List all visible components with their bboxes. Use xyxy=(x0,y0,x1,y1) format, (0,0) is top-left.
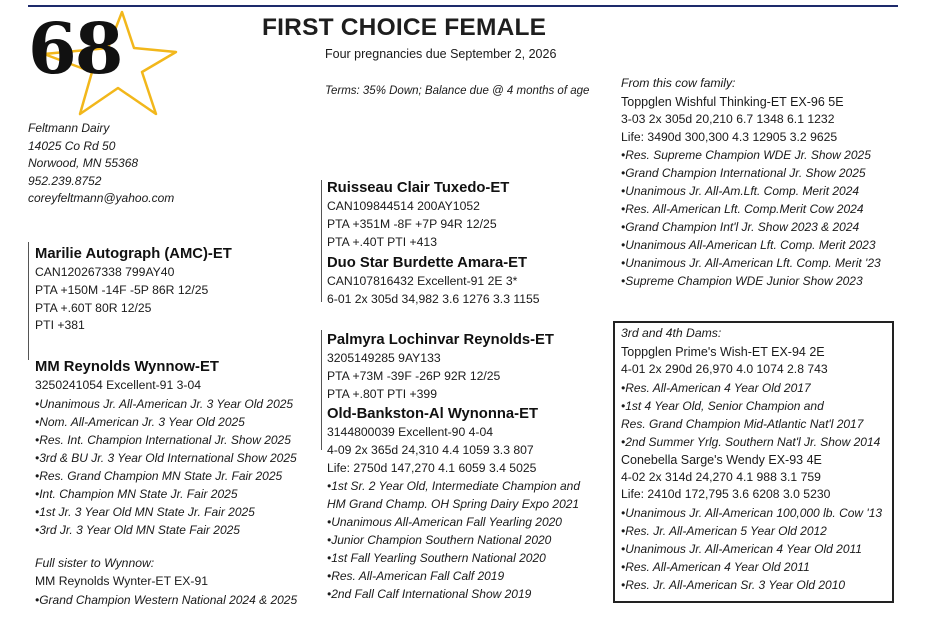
sire-line: PTI +381 xyxy=(35,318,85,333)
pgd-honor: •1st Sr. 2 Year Old, Intermediate Champion and xyxy=(327,479,581,494)
pgd-honor: •2nd Fall Calf International Show 2019 xyxy=(327,587,532,602)
dam-honor: •Int. Champion MN State Jr. Fair 2025 xyxy=(35,486,238,501)
fourth-dam-honor: •Unanimous Jr. All-American 100,000 lb. Cow '13 xyxy=(621,506,883,521)
dam-honor: •Nom. All-American Jr. 3 Year Old 2025 xyxy=(35,414,245,429)
third-dam-line: 4-01 2x 290d 26,970 4.0 1074 2.8 743 xyxy=(621,361,828,376)
pgs-block xyxy=(327,330,554,403)
pgd-honor: •1st Fall Yearling Southern National 2020 xyxy=(327,551,546,566)
dam-id-line: 3250241054 Excellent-91 3-04 xyxy=(35,378,202,392)
pedigree-bracket-pgs xyxy=(321,330,322,450)
pgs-name: Palmyra Lochinvar Reynolds-ET xyxy=(327,332,554,348)
fourth-dam-line: Life: 2410d 172,795 3.6 6208 3.0 5230 xyxy=(621,487,831,502)
dam-name: MM Reynolds Wynnow-ET xyxy=(35,359,219,375)
dam-honor: •Unanimous Jr. All-American Jr. 3 Year Old 2025 xyxy=(35,396,294,411)
sire-line: PTA +.60T 80R 12/25 xyxy=(35,300,152,315)
top-rule xyxy=(28,5,898,7)
fourth-dam-line: 4-02 2x 314d 24,270 4.1 988 3.1 759 xyxy=(621,469,821,484)
pgd-honor: •Unanimous All-American Fall Yearling 2020 xyxy=(327,515,562,530)
sister-block xyxy=(35,555,297,609)
mgd-line: CAN107816432 Excellent-91 2E 3* xyxy=(327,274,518,288)
family-label: From this cow family: xyxy=(621,76,736,90)
mgd-name: Duo Star Burdette Amara-ET xyxy=(327,255,528,271)
dam-honor: •3rd Jr. 3 Year Old MN State Fair 2025 xyxy=(35,522,240,537)
pgd-line: 4-09 2x 365d 24,310 4.4 1059 3.3 807 xyxy=(327,442,534,457)
consignor-address: 14025 Co Rd 50 xyxy=(28,138,116,153)
third-dam-honor: •1st 4 Year Old, Senior Champion and xyxy=(621,398,824,413)
cow-family-block xyxy=(621,75,881,290)
family-line: Life: 3490d 300,300 4.3 12905 3.2 9625 xyxy=(621,129,838,144)
mgs-block xyxy=(327,178,509,251)
dam-honor: •Res. Int. Champion International Jr. Show 2025 xyxy=(35,432,291,447)
pgd-line: Life: 2750d 147,270 4.1 6059 3.4 5025 xyxy=(327,460,537,475)
family-line: 3-03 2x 305d 20,210 6.7 1348 6.1 1232 xyxy=(621,111,835,126)
family-honor: •Res. Supreme Champion WDE Jr. Show 2025 xyxy=(621,148,871,163)
sister-honor: •Grand Champion Western National 2024 & 2025 xyxy=(35,592,298,607)
family-honor: •Supreme Champion WDE Junior Show 2023 xyxy=(621,274,863,289)
family-honor: •Unanimous All-American Lft. Comp. Merit 2023 xyxy=(621,238,876,253)
pgs-line: PTA +.80T PTI +399 xyxy=(327,386,437,401)
fourth-dam-honor: •Unanimous Jr. All-American 4 Year Old 2011 xyxy=(621,542,862,557)
family-honor: •Res. All-American Lft. Comp.Merit Cow 2024 xyxy=(621,202,864,217)
fourth-dam-name: Conebella Sarge's Wendy EX-93 4E xyxy=(621,452,822,467)
mgs-line: CAN109844514 200AY1052 xyxy=(327,199,480,213)
consignor-contact xyxy=(28,120,174,208)
dam-block xyxy=(35,357,297,539)
family-honor: •Unanimous Jr. All-American Lft. Comp. Merit '23 xyxy=(621,256,881,271)
third-dam-honor: Res. Grand Champion Mid-Atlantic Nat'l 2017 xyxy=(621,416,864,431)
consignor-name: Feltmann Dairy xyxy=(28,121,110,135)
lot-number: 68 xyxy=(28,7,122,90)
family-honor: •Grand Champion International Jr. Show 2025 xyxy=(621,166,866,181)
dam-honor: •3rd & BU Jr. 3 Year Old International Show 2025 xyxy=(35,450,297,465)
family-name: Toppglen Wishful Thinking-ET EX-96 5E xyxy=(621,94,844,109)
mgd-line: 6-01 2x 305d 34,982 3.6 1276 3.3 1155 xyxy=(327,291,540,306)
pgd-honor: •Res. All-American Fall Calf 2019 xyxy=(327,569,505,584)
third-fourth-dams-block xyxy=(621,325,882,594)
pgd-line: 3144800039 Excellent-90 4-04 xyxy=(327,425,494,439)
consignor-city: Norwood, MN 55368 xyxy=(28,156,139,170)
consignor-email: coreyfeltmann@yahoo.com xyxy=(28,191,175,205)
dam-honor: •Res. Grand Champion MN State Jr. Fair 2025 xyxy=(35,468,283,483)
sale-terms: Terms: 35% Down; Balance due @ 4 months of age xyxy=(325,85,590,97)
pgd-honor: HM Grand Champ. OH Spring Dairy Expo 2021 xyxy=(327,497,580,512)
third-dam-honor: •2nd Summer Yrlg. Southern Nat'l Jr. Show 2014 xyxy=(621,434,881,449)
mgd-block xyxy=(327,253,540,309)
subtitle: Four pregnancies due September 2, 2026 xyxy=(325,47,557,61)
pedigree-bracket-sire xyxy=(28,242,29,360)
consignor-phone: 952.239.8752 xyxy=(28,173,102,188)
third-dam-name: Toppglen Prime's Wish-ET EX-94 2E xyxy=(621,344,825,359)
fourth-dam-honor: •Res. All-American 4 Year Old 2011 xyxy=(621,560,810,575)
sire-line: CAN120267338 799AY40 xyxy=(35,265,175,279)
pgd-block xyxy=(327,404,580,603)
pgs-line: 3205149285 9AY133 xyxy=(327,351,441,365)
family-honor: •Grand Champion Int'l Jr. Show 2023 & 2024 xyxy=(621,220,860,235)
pgd-name: Old-Bankston-Al Wynonna-ET xyxy=(327,406,538,422)
dam-honor: •1st Jr. 3 Year Old MN State Jr. Fair 2025 xyxy=(35,504,255,519)
sister-label: Full sister to Wynnow: xyxy=(35,556,155,570)
sister-name: MM Reynolds Wynter-ET EX-91 xyxy=(35,573,209,588)
sire-block xyxy=(35,244,232,335)
mgs-line: PTA +351M -8F +7P 94R 12/25 xyxy=(327,216,497,231)
sire-name: Marilie Autograph (AMC)-ET xyxy=(35,246,232,262)
pedigree-bracket-mgs xyxy=(321,180,322,302)
pgd-honor: •Junior Champion Southern National 2020 xyxy=(327,533,552,548)
fourth-dam-honor: •Res. Jr. All-American Sr. 3 Year Old 2010 xyxy=(621,578,846,593)
family-honor: •Unanimous Jr. All-Am.Lft. Comp. Merit 2024 xyxy=(621,184,860,199)
pgs-line: PTA +73M -39F -26P 92R 12/25 xyxy=(327,368,501,383)
sire-line: PTA +150M -14F -5P 86R 12/25 xyxy=(35,282,209,297)
fourth-dam-honor: •Res. Jr. All-American 5 Year Old 2012 xyxy=(621,524,827,539)
page-title: FIRST CHOICE FEMALE xyxy=(262,14,547,41)
third-dam-honor: •Res. All-American 4 Year Old 2017 xyxy=(621,380,811,395)
dams-label: 3rd and 4th Dams: xyxy=(621,326,722,340)
mgs-line: PTA +.40T PTI +413 xyxy=(327,234,437,249)
mgs-name: Ruisseau Clair Tuxedo-ET xyxy=(327,180,510,196)
